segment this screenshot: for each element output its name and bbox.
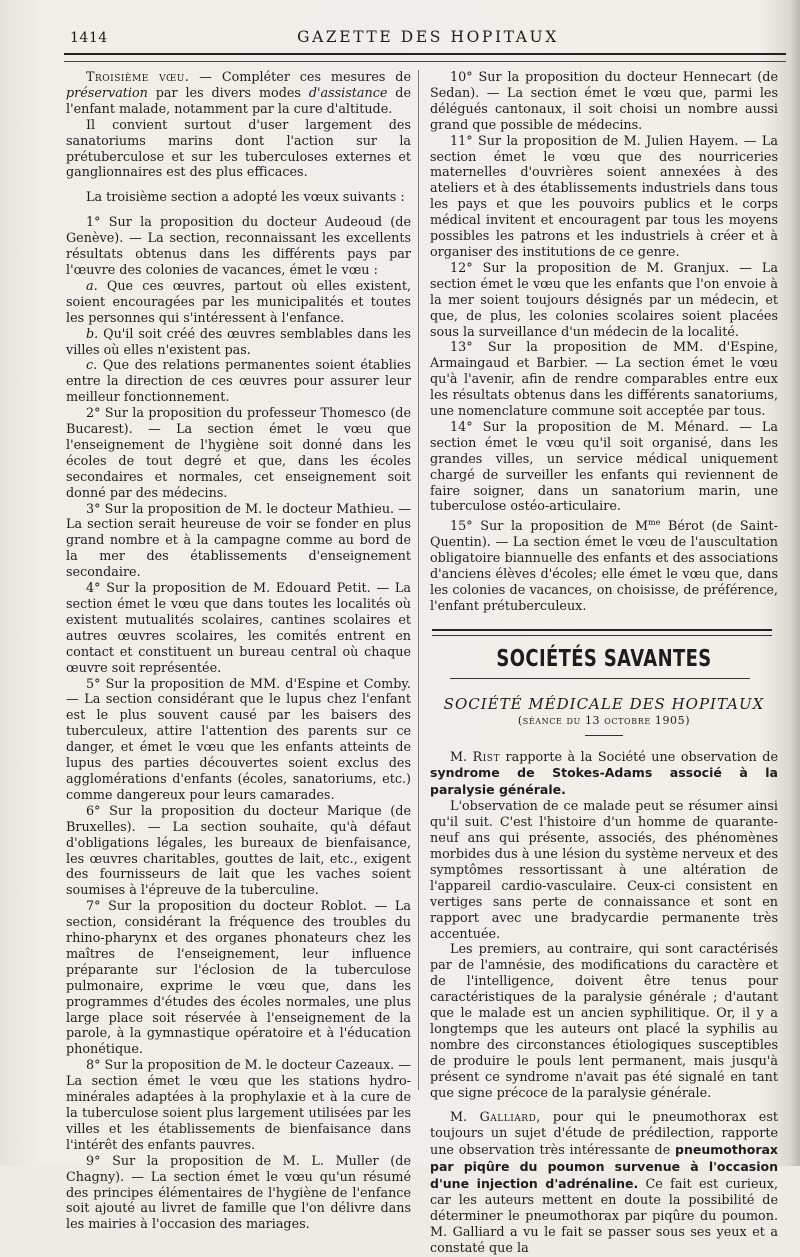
paragraph-voeu-6: 6° Sur la proposition du docteur Marique (de Bruxelles). — La section souhaite, qu'à défaut d'obligations légales, les bureaux de bienfaisance, les œuvres charitables, gouttes de lait, etc., exigent des fournisseurs de lait que les vaches soient soumises à l'épreuve de la tuberculine. xyxy=(66,803,411,899)
paragraph-voeu-1: 1° Sur la proposition du docteur Audeoud (de Genève). — La section, reconnaissant les excellents résultats obtenus dans les différents pays par l'œuvre des colonies de vacances, émet le vœu : xyxy=(66,215,411,278)
paragraph-voeu-13: 13° Sur la proposition de MM. d'Espine, Armaingaud et Barbier. — La section émet le vœu qu'à l'avenir, afin de rendre comparables entre eux les résultats obtenus dans les différents sanatoriums, une nomenclature commune soit acceptée par tous. xyxy=(430,340,778,420)
paragraph-premiers: Les premiers, au contraire, qui sont caractérisés par de l'amnésie, des modifications du caractère et de l'intelligence, doivent être tenus pour caractéristiques de la paralysie générale ; d'autant que le malade est un ancien syphilitique. Or, il y a longtemps que les auteurs ont placé la syphilis au nombre des circonstances étiologiques susceptibles de produire le pouls lent permanent, mais jusqu'à présent ce syndrome n'avait pas été signalé en tant que signe précoce de la paralysie générale. xyxy=(430,942,778,1101)
paragraph-sanatoriums: Il convient surtout d'user largement des sanatoriums marins dont l'action sur la prétuberculose et sur les tuberculoses externes et ganglionnaires est des plus efficaces. xyxy=(66,117,411,181)
paragraph-voeu-14: 14° Sur la proposition de M. Ménard. — La section émet le vœu qu'il soit organisé, dans les grandes villes, un service médical uniquement chargé de surveiller les enfants qui reviennent de faire soigner, dans un sanatorium marin, une tuberculose ostéo-articulaire. xyxy=(430,419,778,515)
paragraph-voeu-9: 9° Sur la proposition de M. L. Muller (de Chagny). — La section émet le vœu qu'un résumé des principes élémentaires de l'hygiène de l'enfance soit ajouté au livret de famille que l'on délivre dans les mairies à l'occasion des mariages. xyxy=(66,1153,411,1233)
paragraph-voeu-8: 8° Sur la proposition de M. le docteur Cazeaux. — La section émet le vœu que les stations hydro-minérales adaptées à la prophylaxie et à la cure de la tuberculose soient plus largement utilisées par les villes et les établissements de bienfaisance dans l'intérêt des enfants pauvres. xyxy=(66,1058,411,1153)
paragraph-troisieme-voeu: Troisième vœu. — Compléter ces mesures de préservation par les divers modes d'assistance de l'enfant malade, notamment par la cure d'altitude. xyxy=(66,70,411,117)
running-title: GAZETTE DES HOPITAUX xyxy=(297,28,559,46)
section-title: SOCIÉTÉS SAVANTES xyxy=(496,645,712,672)
paragraph-voeu-5: 5° Sur la proposition de MM. d'Espine et Comby. — La section considérant que le lupus chez l'enfant est le plus souvent causé par les baisers des tuberculeux, attire l'attention des parents sur ce danger, et émet le vœu que les enfants atteints de lupus des parties découvertes soient exclus des agglomérations d'enfants (écoles, sanatoriums, etc.) comme dangereux pour leurs camarades. xyxy=(66,676,411,803)
page-number: 1414 xyxy=(70,30,108,46)
paragraph-voeu-2: 2° Sur la proposition du professeur Thomesco (de Bucarest). — La section émet le vœu que l'enseignement de l'hygiène soit donné dans les écoles de tout degré et que, dans les écoles secondaires et normales, cet enseignement soit donné par des médecins. xyxy=(66,406,411,501)
right-column xyxy=(430,70,778,1257)
paragraph-voeu-11: 11° Sur la proposition de M. Julien Hayem. — La section émet le vœu que des nourriceries maternelles d'ouvrières soient annexées à des ateliers et à des établissements industriels dans tous les pays et que les pouvoirs publics et le corps médical invitent et encouragent par tous les moyens possibles les patrons et les industriels à créer et à organiser des institutions de ce genre. xyxy=(430,133,778,260)
paragraph-voeu-15: 15° Sur la proposition de $M^{me}$ Bérot (de Saint-Quentin). — La section émet le vœu de l'auscultation obligatoire biannuelle des enfants et des associations d'anciens élèves d'écoles; elle émet le vœu que, dans les colonies de vacances, on choisisse, de préférence, l'enfant prétuberculeux. xyxy=(430,518,778,614)
column-divider xyxy=(418,70,419,1090)
paragraph-voeu-1c: c. Que des relations permanentes soient établies entre la direction de ces œuvres pour assurer leur meilleur fonctionnement. xyxy=(66,358,411,406)
paragraph-voeu-12: 12° Sur la proposition de M. Granjux. — La section émet le vœu que les enfants que l'on envoie à la mer soient toujours désignés par un médecin, et que, de plus, les colonies scolaires soient placées sous la surveillance d'un médecin de la localité. xyxy=(430,260,778,340)
paragraph-observation: L'observation de ce malade peut se résumer ainsi qu'il suit. C'est l'histoire d'un homme de quarante-neuf ans qui présente, associés, des phénomènes morbides dus à une lésion du système nerveux et des symptômes ressortissant à une altération de l'appareil cardio-vasculaire. Ceux-ci consistent en vertiges sans perte de connaissance et sont en rapport avec une bradycardie permanente très accentuée. xyxy=(430,799,778,942)
society-title: SOCIÉTÉ MÉDICALE DES HOPITAUX xyxy=(443,694,765,713)
paragraph-voeu-4: 4° Sur la proposition de M. Edouard Petit. — La section émet le vœu que dans toutes les localités où existent mutualités scolaires, cantines scolaires et autres œuvres scolaires, les comités entrent en contact et constituent un bureau central où chaque œuvre soit représentée. xyxy=(66,581,411,676)
left-column xyxy=(66,70,411,1233)
short-rule xyxy=(585,735,623,736)
paragraph-galliard: M. Galliard, pour qui le pneumothorax est toujours un sujet d'étude de prédilection, rapporte une observation très intéressante de pneumothorax par piqûre du poumon survenue à l'occasion d'une injection d'adrénaline. Ce fait est curieux, car les auteurs mettent en doute la possibilité de déterminer le pneumothorax par piqûre du poumon. M. Galliard a vu le fait se passer sous ses yeux et a constaté que la xyxy=(430,1110,778,1256)
paragraph-voeu-10: 10° Sur la proposition du docteur Hennecart (de Sedan). — La section émet le vœu que, parmi les délégués cantonaux, il soit choisi un nombre aussi grand que possible de médecins. xyxy=(430,70,778,133)
section-separator xyxy=(432,629,772,636)
paragraph-rist: M. Rist rapporte à la Société une observation de syndrome de Stokes-Adams associé à la paralysie générale. xyxy=(430,749,778,798)
header-rule xyxy=(64,53,786,62)
paragraph-voeu-3: 3° Sur la proposition de M. le docteur Mathieu. — La section serait heureuse de voir se fonder en plus grand nombre et à la campagne comme au bord de la mer des établissements d'enseignement secondaire. xyxy=(66,501,411,581)
paragraph-section-adopte: La troisième section a adopté les vœux suivants : xyxy=(86,190,405,206)
paragraph-voeu-1b: b. Qu'il soit créé des œuvres semblables dans les villes où elles n'existent pas. xyxy=(66,326,411,358)
paragraph-voeu-7: 7° Sur la proposition du docteur Roblot. — La section, considérant la fréquence des troubles du rhino-pharynx et des organes phonateurs chez les maîtres de l'enseignement, leur influence préparante sur l'éclosion de la tuberculose pulmonaire, exprime le vœu que, dans les programmes d'études des écoles normales, une plus large place soit réservée à l'enseignement de la parole, à la gymnastique opératoire et à l'éducation phonétique. xyxy=(66,899,411,1058)
section-title-rule xyxy=(450,678,750,679)
seance-date: (séance du 13 octobre 1905) xyxy=(517,713,691,727)
paragraph-voeu-1a: a. Que ces œuvres, partout où elles existent, soient encouragées par les municipalités et toutes les personnes qui s'intéressent à l'enfance. xyxy=(66,278,411,326)
